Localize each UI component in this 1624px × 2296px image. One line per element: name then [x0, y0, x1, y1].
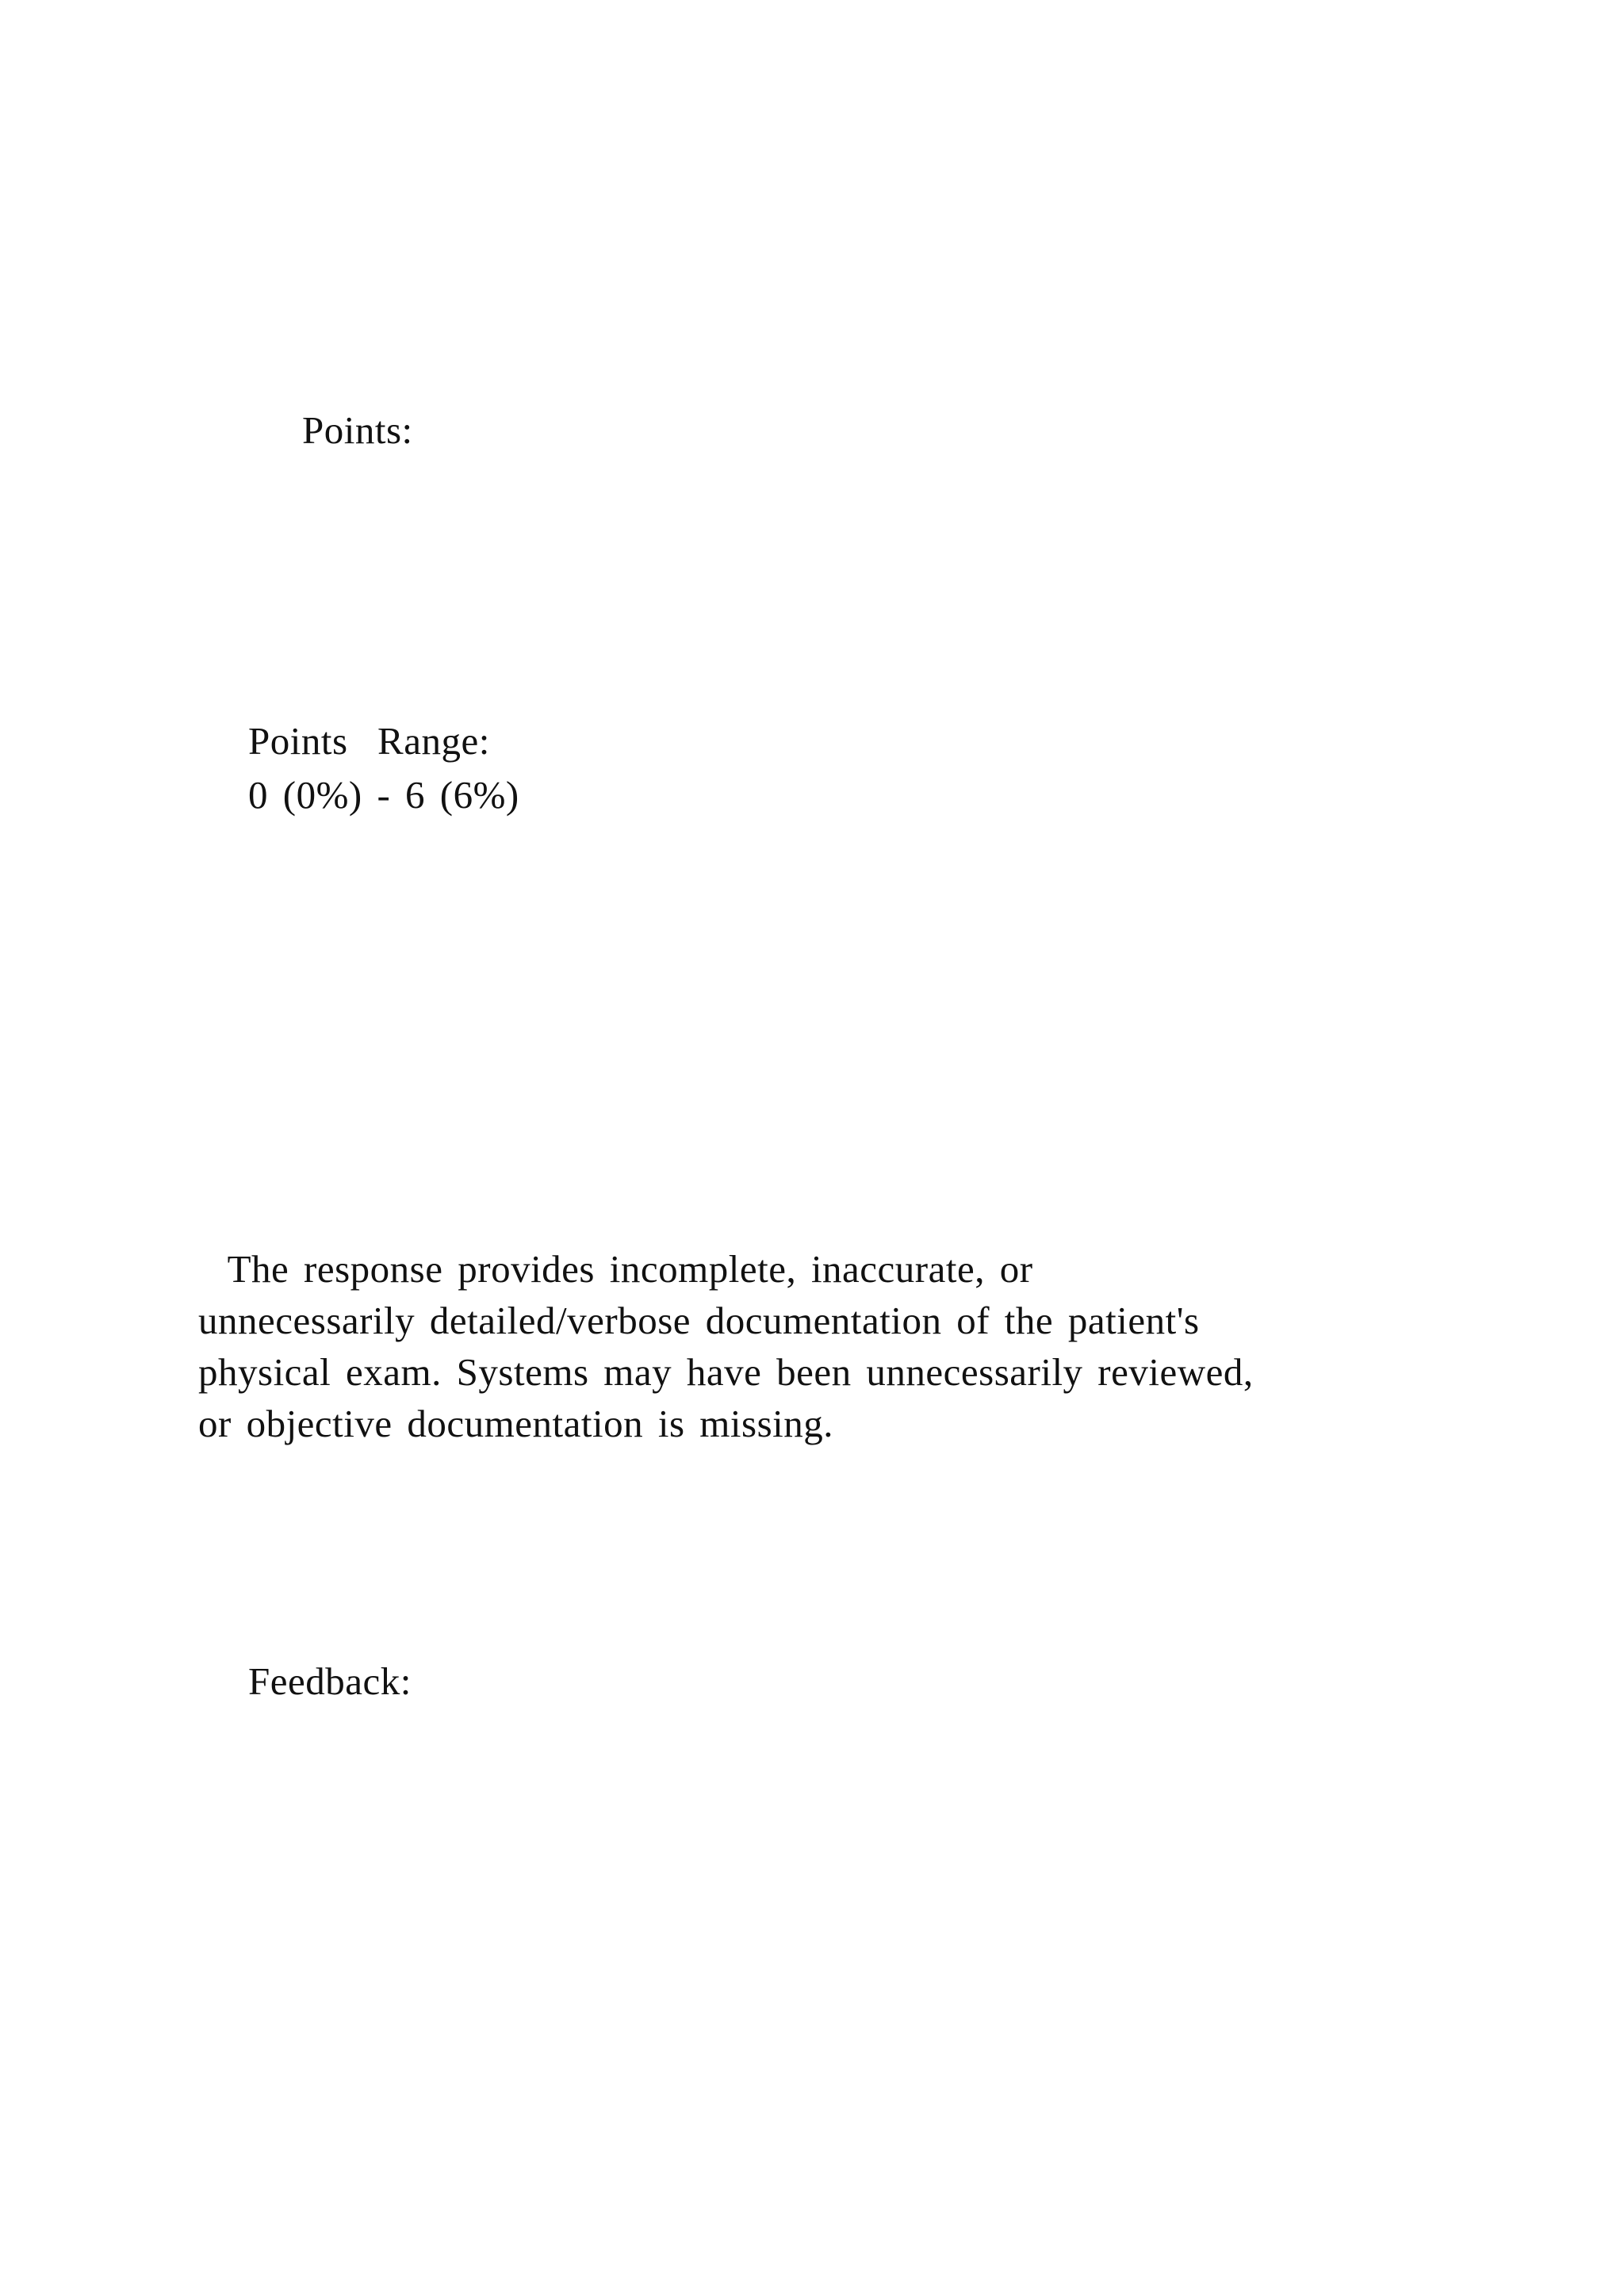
- points-label: Points:: [302, 408, 413, 452]
- feedback-label: Feedback:: [248, 1659, 412, 1703]
- criterion-description: [198, 1243, 1507, 1449]
- criterion-description-line: The response provides incomplete, inaccurate, or: [198, 1247, 1033, 1291]
- points-range-label: Points Range:: [248, 719, 490, 763]
- criterion-description-line: or objective documentation is missing.: [198, 1402, 834, 1445]
- criterion-description-line: physical exam. Systems may have been unnecessarily reviewed,: [198, 1350, 1254, 1394]
- criterion-description-line: unnecessarily detailed/verbose documentation of the patient's: [198, 1299, 1200, 1342]
- points-range-value: 0 (0%) - 6 (6%): [248, 773, 519, 817]
